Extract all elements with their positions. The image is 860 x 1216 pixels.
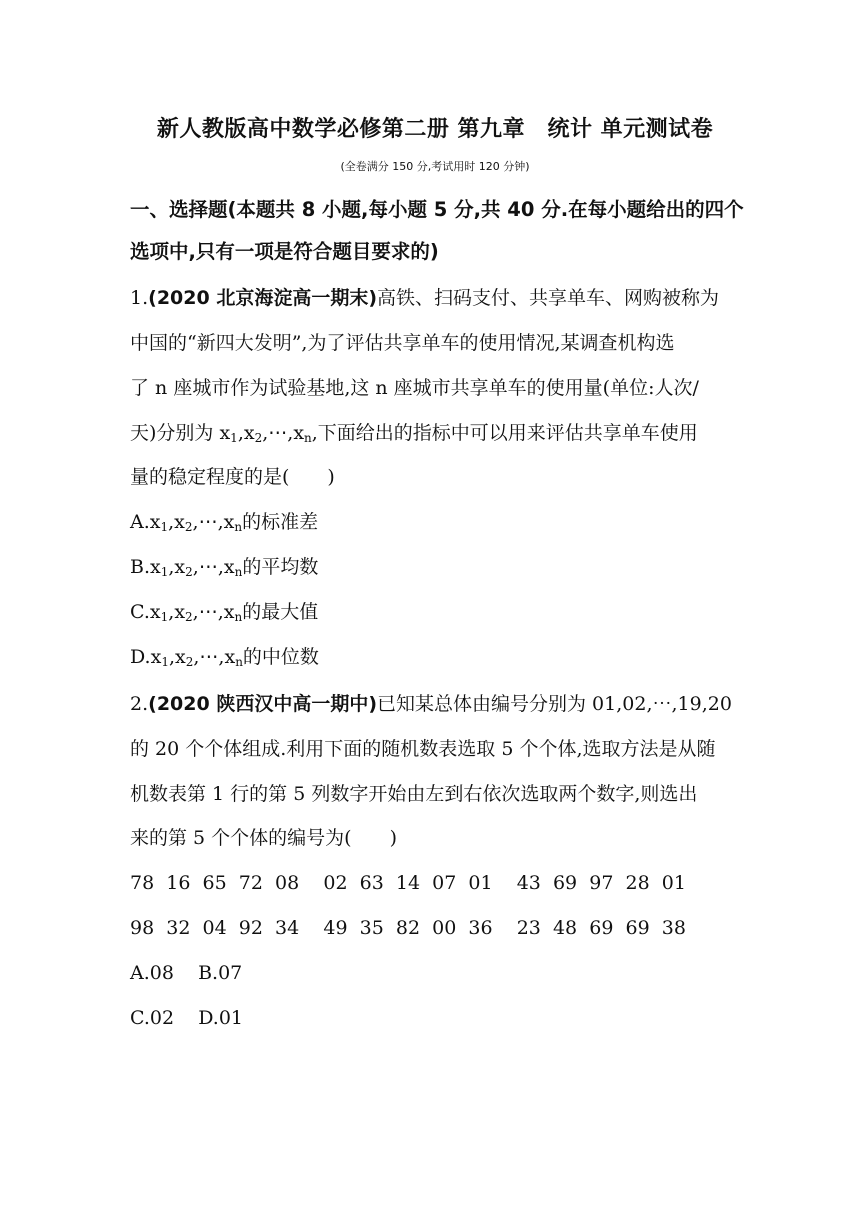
section-heading-line-1: 一、选择题(本题共 8 小题,每小题 5 分,共 40 分.在每小题给出的四个 (130, 198, 744, 221)
section-heading-line-2: 选项中,只有一项是符合题目要求的) (130, 240, 439, 263)
comma: , (217, 511, 224, 533)
comma: , (192, 511, 199, 533)
option-letter: D. (130, 646, 151, 668)
q2-line-3: 机数表第 1 行的第 5 列数字开始由左到右依次选取两个数字,则选出 (130, 783, 698, 805)
q2-line-1 (130, 692, 732, 716)
var-x: x (224, 646, 236, 668)
option-letter: A. (130, 511, 150, 533)
q1-source: (2020 北京海淀高一期末) (148, 287, 378, 309)
sequence-x (150, 511, 242, 533)
comma: , (192, 556, 199, 578)
subscript-1: 1 (160, 610, 169, 624)
q1-line-4 (130, 421, 698, 445)
q1-line-1-text: 高铁、扫码支付、共享单车、网购被称为 (377, 287, 720, 309)
q1-option-b (130, 555, 318, 579)
sequence-x (219, 422, 311, 444)
q1-line-1 (130, 286, 719, 310)
var-x: x (149, 511, 161, 533)
ellipsis: ⋯ (198, 556, 218, 578)
subscript-2: 2 (184, 520, 193, 534)
var-x: x (150, 556, 161, 578)
option-text: 的中位数 (242, 646, 319, 668)
subscript-n: n (234, 610, 243, 624)
sequence-x (150, 556, 242, 578)
comma: , (262, 422, 269, 444)
comma: , (218, 646, 225, 668)
random-table-row-1: 78 16 65 72 08 02 63 14 07 01 43 69 97 28 01 (130, 872, 686, 894)
subscript-n: n (235, 655, 243, 669)
q2-options-ab: A.08 B.07 (130, 962, 243, 984)
q2-line-4: 来的第 5 个个体的编号为( ) (130, 827, 397, 849)
subscript-2: 2 (254, 431, 263, 445)
subscript-n: n (234, 565, 243, 579)
var-x: x (293, 422, 305, 444)
subscript-n: n (304, 431, 312, 445)
subscript-1: 1 (160, 520, 169, 534)
comma: , (168, 511, 175, 533)
q2-line-2: 的 20 个个体组成.利用下面的随机数表选取 5 个个体,选取方法是从随 (130, 738, 716, 760)
q2-options-cd: C.02 D.01 (130, 1007, 244, 1029)
var-x: x (174, 556, 186, 578)
comma: , (193, 646, 200, 668)
var-x: x (223, 601, 235, 623)
var-x: x (174, 601, 186, 623)
comma: , (192, 601, 199, 623)
option-text: 的平均数 (242, 556, 319, 578)
option-text: 的最大值 (242, 601, 319, 623)
q1-option-a (130, 510, 318, 534)
var-x: x (219, 422, 231, 444)
var-x: x (223, 511, 235, 533)
page-subtitle: (全卷满分 150 分,考试用时 120 分钟) (340, 160, 530, 173)
subscript-2: 2 (185, 565, 193, 579)
q1-number: 1. (130, 287, 149, 309)
comma: , (237, 422, 244, 444)
q2-line-1-text: 已知某总体由编号分别为 01,02,⋯,19,20 (377, 693, 732, 715)
subscript-1: 1 (160, 565, 169, 579)
comma: , (168, 556, 175, 578)
ellipsis: ⋯ (268, 422, 288, 444)
comma: , (217, 556, 224, 578)
ellipsis: ⋯ (199, 646, 219, 668)
var-x: x (150, 646, 162, 668)
comma: , (287, 422, 294, 444)
q1-option-c (130, 600, 318, 624)
option-letter: B. (130, 556, 151, 578)
sequence-x (151, 646, 243, 668)
var-x: x (243, 422, 255, 444)
q1-line-4-prefix: 天)分别为 (130, 422, 220, 444)
ellipsis: ⋯ (198, 511, 218, 533)
sequence-x (150, 601, 242, 623)
option-text: 的标准差 (242, 511, 319, 533)
option-letter: C. (130, 601, 150, 623)
var-x: x (175, 646, 186, 668)
comma: , (217, 601, 224, 623)
q1-line-4-suffix: ,下面给出的指标中可以用来评估共享单车使用 (311, 422, 698, 444)
comma: , (168, 601, 175, 623)
page-title: 新人教版高中数学必修第二册 第九章 统计 单元测试卷 (156, 117, 714, 142)
q2-source: (2020 陕西汉中高一期中) (148, 693, 378, 715)
q1-option-d (130, 645, 319, 669)
ellipsis: ⋯ (198, 601, 218, 623)
comma: , (168, 646, 176, 668)
random-table-row-2: 98 32 04 92 34 49 35 82 00 36 23 48 69 69 38 (130, 917, 686, 939)
q1-line-3: 了 n 座城市作为试验基地,这 n 座城市共享单车的使用量(单位:人次/ (130, 377, 699, 399)
subscript-n: n (234, 520, 243, 534)
subscript-1: 1 (161, 655, 169, 669)
var-x: x (149, 601, 161, 623)
subscript-2: 2 (185, 610, 193, 624)
q1-line-5: 量的稳定程度的是( ) (130, 466, 335, 488)
subscript-1: 1 (230, 431, 238, 445)
var-x: x (223, 556, 235, 578)
subscript-2: 2 (185, 655, 194, 669)
q1-line-2: 中国的“新四大发明”,为了评估共享单车的使用情况,某调查机构选 (130, 332, 675, 354)
var-x: x (174, 511, 185, 533)
q2-number: 2. (130, 693, 149, 715)
